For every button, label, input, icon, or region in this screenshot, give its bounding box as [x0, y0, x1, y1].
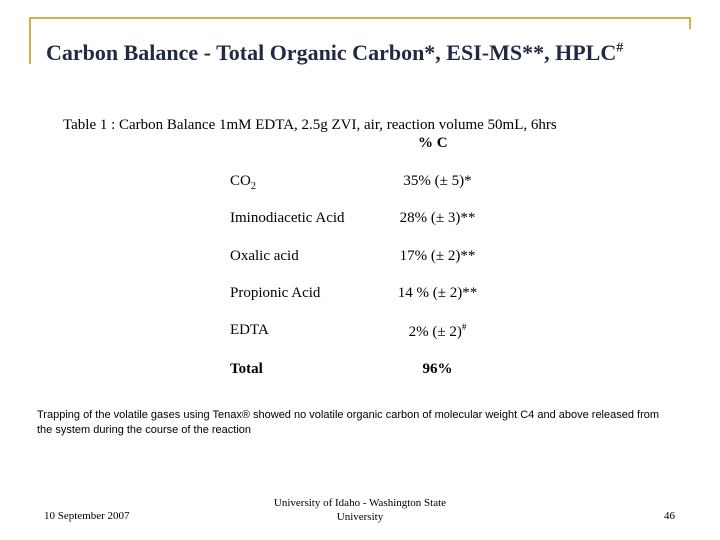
footnote-text: Trapping of the volatile gases using Tenax® showed no volatile organic carbon of molecular weight C4 and above released from the system during the course of the reaction: [37, 409, 660, 436]
footer-institution-line2: University: [336, 511, 384, 523]
slide-frame-left: [29, 18, 31, 64]
row-name: Propionic Acid: [230, 285, 321, 301]
page-number: 46: [664, 510, 675, 522]
row-value: [370, 322, 505, 341]
column-header-percent-c: % C: [418, 135, 448, 151]
row-value: 14 % (± 2)**: [397, 285, 478, 301]
table-row-total: [230, 361, 550, 383]
row-name: Iminodiacetic Acid: [230, 210, 345, 226]
row-value: 35% (± 5)*: [403, 173, 472, 189]
row-name-text: CO: [230, 173, 251, 189]
slide-frame-right: [689, 17, 691, 29]
table-row: [230, 322, 550, 344]
table-row: [230, 248, 550, 270]
row-name: [230, 173, 256, 192]
row-name-subscript: 2: [250, 181, 256, 192]
slide-title-superscript: #: [616, 40, 624, 56]
row-value: 28% (± 3)**: [399, 210, 476, 226]
row-value-superscript: #: [461, 322, 467, 332]
table-row: [230, 285, 550, 307]
row-name: Oxalic acid: [230, 248, 299, 264]
slide-frame-top: [29, 17, 691, 19]
table-row: [230, 173, 550, 195]
footer-institution: [255, 496, 465, 524]
row-value: 17% (± 2)**: [399, 248, 476, 264]
footer-date: 10 September 2007: [44, 510, 130, 522]
row-value: 96%: [422, 361, 453, 377]
row-value-text: 2% (± 2): [408, 324, 462, 340]
footer-institution-line1: University of Idaho - Washington State: [273, 497, 447, 509]
row-name: EDTA: [230, 322, 269, 338]
slide-title-text: Carbon Balance - Total Organic Carbon*, ESI-MS**, HPLC: [46, 40, 617, 65]
slide-title: [46, 40, 623, 66]
table-caption: Table 1 : Carbon Balance 1mM EDTA, 2.5g ZVI, air, reaction volume 50mL, 6hrs: [63, 117, 557, 133]
row-name: Total: [230, 361, 263, 377]
table-row: [230, 210, 550, 232]
